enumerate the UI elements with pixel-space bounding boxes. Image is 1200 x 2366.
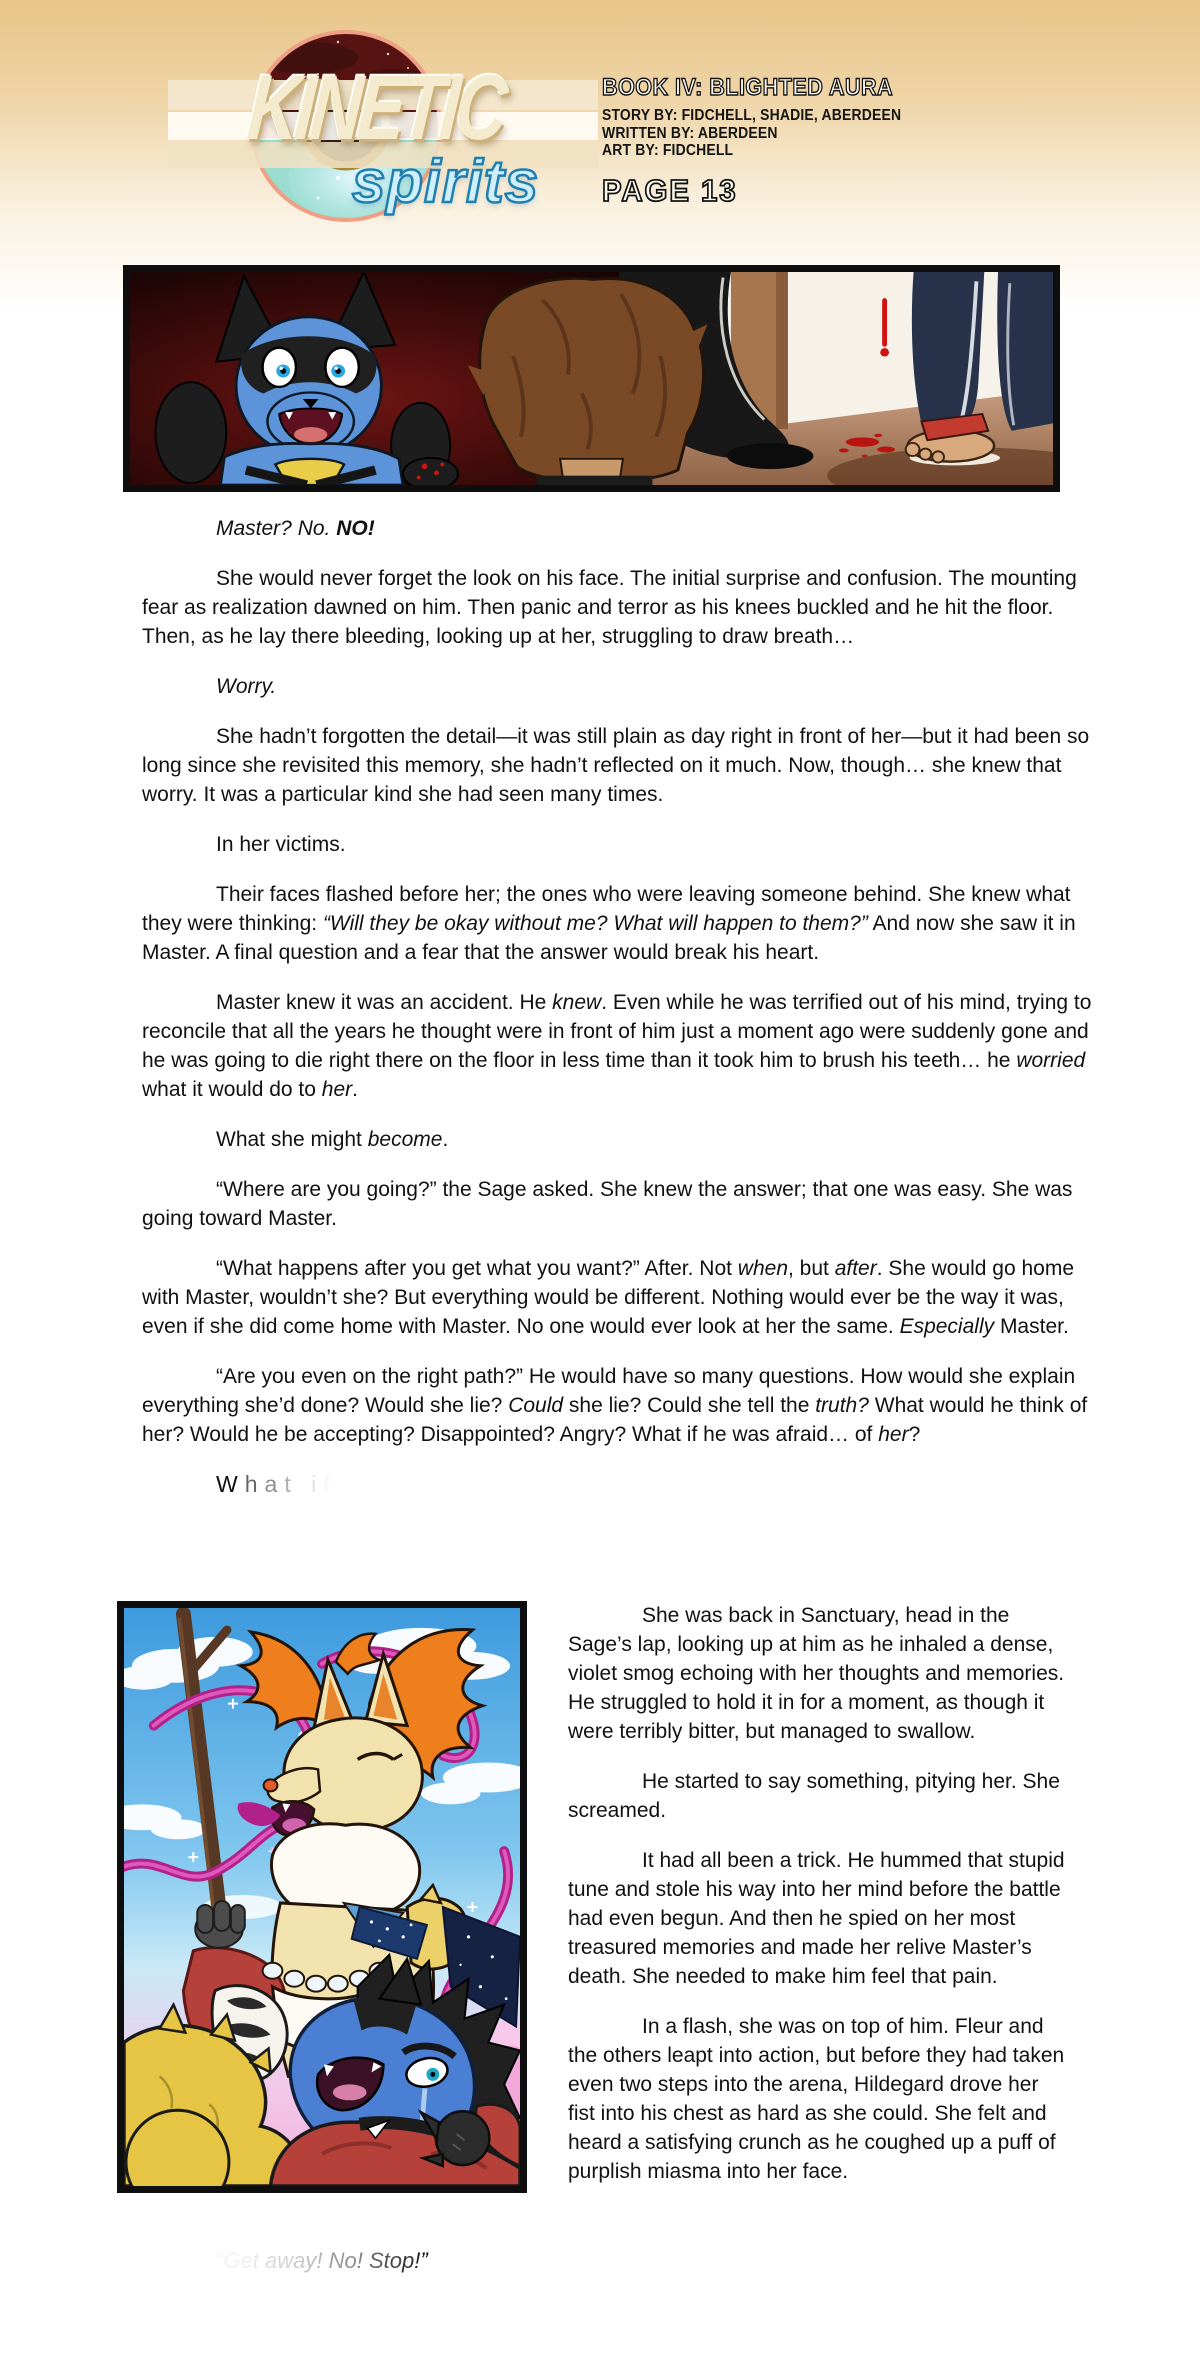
story-paragraph: It had all been a trick. He hummed that stupid tune and stole his way into her mind before the battle had even begun. And then he spied on her most treasured memories and made her relive Master’s death. She needed to make him feel that pain. — [568, 1849, 1065, 1988]
story-fade-what-if: What i — [216, 1471, 324, 1497]
comic-panel-2-art — [124, 1608, 520, 2186]
story-paragraph: Worry. — [216, 675, 277, 698]
story-column-left — [142, 514, 1100, 1520]
logo-subtitle: spirits — [352, 148, 540, 215]
story-paragraph: Their faces flashed before her; the ones who were leaving someone behind. She knew what they were thinking: “Will they be okay without me? What will happen to them?” And now she saw it in Master. A final question and a fear that the answer would break his heart. — [142, 883, 1076, 964]
page-number-label: PAGE 13 — [602, 172, 738, 208]
story-paragraph: He started to say something, pitying her. She screamed. — [568, 1770, 1060, 1822]
story-column-right — [568, 1601, 1068, 2207]
story-paragraph: In a flash, she was on top of him. Fleur and the others leapt into action, but before they had taken even two steps into the arena, Hildegard drove her fist into his chest as hard as she could. She felt and heard a satisfying crunch as he coughed up a puff of purplish miasma into her face. — [568, 2015, 1065, 2183]
credits-block — [602, 107, 1122, 160]
story-paragraph: Master knew it was an accident. He knew. Even while he was terrified out of his mind, trying to reconcile that all the years he thought were in front of him just a moment ago were suddenly gone and he was going to die right there on the floor in less time than it took him to brush his teeth… he worried what it would do to her. — [142, 991, 1092, 1101]
comic-panel-1 — [123, 265, 1060, 492]
story-paragraph: Master? No. NO! — [216, 517, 375, 540]
credit-line-story: STORY BY: FIDCHELL, SHADIE, ABERDEEN — [602, 107, 902, 124]
story-paragraph: She was back in Sanctuary, head in the Sage’s lap, looking up at him as he inhaled a dense, violet smog echoing with her thoughts and memories. He struggled to hold it in for a moment, as though it were terribly bitter, but managed to swallow. — [568, 1604, 1065, 1743]
story-paragraph: “What happens after you get what you want?” After. Not when, but after. She would go home with Master, wouldn’t she? But everything would be different. Nothing would ever be the way it was, even if she did come home with Master. No one would ever look at her the same. Especially Master. — [142, 1257, 1075, 1338]
comic-panel-1-art — [130, 272, 1053, 485]
story-paragraph: What she might become. — [216, 1128, 449, 1151]
story-fade-get-away: et away! No! Stop!” — [240, 2248, 428, 2273]
header-info — [602, 76, 1122, 206]
book-title: BOOK IV: BLIGHTED AURA — [602, 74, 894, 101]
story-paragraph: “Are you even on the right path?” He would have so many questions. How would she explain everything she’d done? Would she lie? Could she lie? Could she tell the truth? What would he think of her? Would he be accepting? Disappointed? Angry? What if he was afraid… of her? — [142, 1365, 1088, 1446]
credit-line-art: ART BY: FIDCHELL — [602, 142, 734, 159]
story-paragraph: She would never forget the look on his face. The initial surprise and confusion. The mounting fear as realization dawned on him. Then panic and terror as his knees buckled and he hit the floor. Then, as he lay there bleeding, looking up at her, struggling to draw breath… — [142, 567, 1077, 648]
logo-title: KINETIC — [244, 57, 507, 159]
story-paragraph: She hadn’t forgotten the detail—it was still plain as day right in front of her—but it had been so long since she revisited this memory, she hadn’t reflected on it much. Now, though… she knew that worry. It was a particular kind she had seen many times. — [142, 725, 1090, 806]
story-paragraph: In her victims. — [216, 833, 346, 856]
comic-panel-2 — [117, 1601, 527, 2193]
story-paragraph: “Where are you going?” the Sage asked. She knew the answer; that one was easy. She was going toward Master. — [142, 1178, 1073, 1230]
credit-line-written: WRITTEN BY: ABERDEEN — [602, 124, 778, 142]
